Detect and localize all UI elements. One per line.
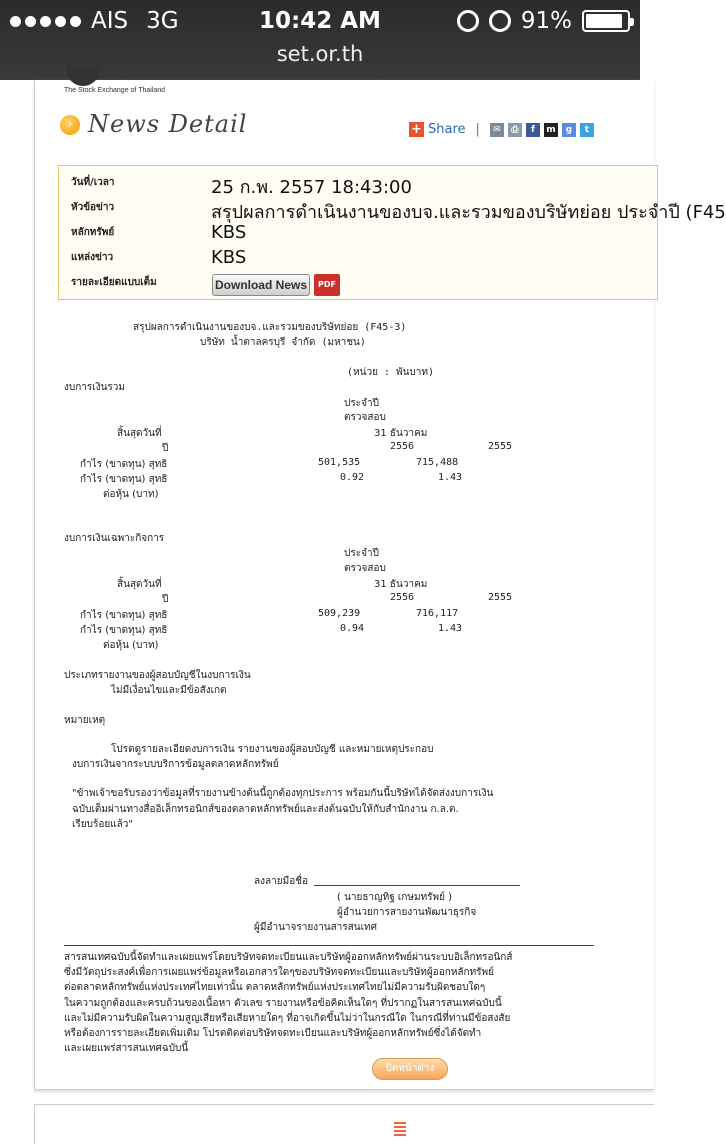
close-window-button[interactable]: ปิดหน้าต่าง: [372, 1058, 448, 1080]
info-label: แหล่งข่าว: [71, 252, 114, 263]
signer-name: ( นายธาญทิฐ เกษมทรัพย์ ): [337, 892, 453, 903]
google-icon[interactable]: g: [562, 123, 576, 137]
per-share-label: ต่อหุ้น (บาท): [103, 640, 159, 651]
clock: 10:42 AM: [259, 8, 381, 34]
unit-label: (หน่วย : พันบาท): [347, 367, 434, 378]
info-label: หัวข้อข่าว: [71, 202, 115, 213]
auditor-type: ประเภทรายงานของผู้สอบบัญชีในงบการเงิน: [64, 670, 251, 681]
divider: |: [475, 122, 480, 137]
row-label: กำไร (ขาดทุน) สุทธิ: [80, 459, 168, 470]
info-value: KBS: [211, 222, 247, 243]
value-cell: 1.43: [438, 623, 463, 634]
disclaimer-line: และไม่มีความรับผิดในความสูญเสียหรือเสียหายใดๆ ที่อาจเกิดขึ้นไม่ว่าในกรณีใด ในกรณีที่ท่านมีข้อสงสัย: [64, 1013, 511, 1024]
year-previous: 2555: [488, 592, 513, 603]
signature-label: ลงลายมือชื่อ: [254, 876, 309, 887]
info-row-source: [59, 247, 659, 272]
download-news-button[interactable]: Download News: [212, 274, 310, 296]
twitter-icon[interactable]: t: [580, 123, 594, 137]
info-row-datetime: [59, 172, 659, 197]
remark-line: โปรดดูรายละเอียดงบการเงิน รายงานของผู้สอบบัญชี และหมายเหตุประกอบ: [111, 744, 434, 755]
email-icon[interactable]: ✉: [490, 123, 504, 137]
plus-icon[interactable]: +: [409, 122, 424, 137]
value-cell: 501,535: [318, 457, 361, 468]
value-cell: 0.94: [340, 623, 365, 634]
period-label: ประจำปี: [344, 548, 379, 559]
info-label: วันที่/เวลา: [71, 177, 115, 188]
disclaimer-line: สารสนเทศฉบับนี้จัดทำและเผยแพร่โดยบริษัทจดทะเบียนและบริษัทผู้ออกหลักทรัพย์ผ่านระบบอิเล็กทรอนิกส์: [64, 952, 513, 963]
address-bar[interactable]: set.or.th: [276, 42, 364, 66]
row-label: กำไร (ขาดทุน) สุทธิ: [80, 610, 168, 621]
audited-label: ตรวจสอบ: [344, 563, 386, 574]
page-title: News Detail: [88, 110, 248, 138]
signature-line: [314, 885, 520, 886]
year-current: 2556: [390, 441, 415, 452]
info-value: สรุปผลการดำเนินงานของบจ.และรวมของบริษัทย่อย ประจำปี (F45: [211, 202, 726, 223]
year-current: 2556: [390, 592, 415, 603]
chevron-right-icon: ›: [60, 115, 80, 135]
print-icon[interactable]: ⎙: [508, 123, 522, 137]
row-label: กำไร (ขาดทุน) สุทธิ: [80, 625, 168, 636]
news-info-box: [58, 165, 726, 300]
battery-percent: 91%: [520, 8, 572, 34]
certification-line: "ข้าพเจ้าขอรับรองว่าข้อมูลที่รายงานข้างต้นนี้ถูกต้องทุกประการ พร้อมกันนี้บริษัทได้จัดส่งงบการเงิน: [72, 788, 494, 799]
report-heading: สรุปผลการดำเนินงานของบจ.และรวมของบริษัทย่อย (F45-3): [133, 322, 407, 333]
status-bar: [0, 6, 640, 36]
certification-line: เรียบร้อยแล้ว": [72, 819, 134, 830]
pdf-icon[interactable]: PDF: [314, 274, 340, 296]
info-row-full-detail: [59, 272, 659, 297]
year-label: ปี: [162, 443, 169, 454]
remark-title: หมายเหตุ: [64, 715, 106, 726]
ended-date: 31 ธันวาคม: [374, 579, 428, 590]
disclaimer-line: ซึ่งมีวัตถุประสงค์เพื่อการเผยแพร่ข้อมูลหรือเอกสารใดๆของบริษัทจดทะเบียนและบริษัทผู้ออกหลักทรัพย์: [64, 967, 495, 978]
ended-label: สิ้นสุดวันที่: [117, 579, 162, 590]
info-value: 25 ก.พ. 2557 18:43:00: [211, 177, 412, 198]
disclaimer-divider: [64, 945, 594, 946]
logo-caption: The Stock Exchange of Thailand: [64, 87, 166, 94]
disclaimer-line: หรือต้องการรายละเอียดเพิ่มเติม โปรดติดต่อบริษัทจดทะเบียนและบริษัทผู้ออกหลักทรัพย์ซึ่งได้จัดทำ: [64, 1028, 482, 1039]
company-name: บริษัท น้ำตาลครบุรี จำกัด (มหาชน): [200, 337, 366, 348]
share-bar: [409, 122, 594, 137]
year-previous: 2555: [488, 441, 513, 452]
myspace-icon[interactable]: m: [544, 123, 558, 137]
facebook-icon[interactable]: f: [526, 123, 540, 137]
value-cell: 1.43: [438, 472, 463, 483]
auditor-opinion: ไม่มีเงื่อนไขและมีข้อสังเกต: [111, 685, 227, 696]
year-label: ปี: [162, 594, 169, 605]
value-cell: 716,117: [416, 608, 459, 619]
section-title: งบการเงินเฉพาะกิจการ: [64, 533, 165, 544]
alarm-icon: [489, 10, 511, 32]
info-row-headline: [59, 197, 726, 223]
value-cell: 715,488: [416, 457, 459, 468]
share-link[interactable]: Share: [428, 122, 466, 137]
signer-title: ผู้อำนวยการสายงานพัฒนาธุรกิจ: [337, 907, 477, 918]
next-window: [34, 1104, 654, 1144]
signer-role: ผู้มีอำนาจรายงานสารสนเทศ: [254, 922, 377, 933]
row-label: กำไร (ขาดทุน) สุทธิ: [80, 474, 168, 485]
info-label: หลักทรัพย์: [71, 227, 115, 238]
certification-line: ฉบับเต็มผ่านทางสื่ออิเล็กทรอนิกส์ของตลาดหลักทรัพย์และส่งต้นฉบับให้กับสำนักงาน ก.ล.ต.: [72, 804, 459, 815]
value-cell: 509,239: [318, 608, 361, 619]
rotation-lock-icon: [457, 10, 479, 32]
value-cell: 0.92: [340, 472, 365, 483]
info-label: รายละเอียดแบบเต็ม: [71, 277, 157, 288]
set-logo-icon: [394, 1122, 406, 1136]
disclaimer-line: และเผยแพร่สารสนเทศฉบับนี้: [64, 1043, 189, 1054]
carrier-label: AIS: [91, 8, 129, 34]
section-title: งบการเงินรวม: [64, 382, 125, 393]
info-row-security: [59, 222, 659, 247]
download-area: [212, 274, 340, 296]
ended-date: 31 ธันวาคม: [374, 428, 428, 439]
disclaimer-line: ในความถูกต้องและครบถ้วนของเนื้อหา ตัวเลข รายงานหรือข้อคิดเห็นใดๆ ที่ปรากฏในสารสนเทศฉบับนี้: [64, 998, 502, 1009]
ended-label: สิ้นสุดวันที่: [117, 428, 162, 439]
network-label: 3G: [146, 8, 179, 34]
per-share-label: ต่อหุ้น (บาท): [103, 489, 159, 500]
battery-icon: [582, 10, 630, 32]
disclaimer-line: ต่อตลาดหลักทรัพย์แห่งประเทศไทยเท่านั้น ตลาดหลักทรัพย์แห่งประเทศไทยไม่มีความรับผิดชอบใดๆ: [64, 982, 486, 993]
period-label: ประจำปี: [344, 398, 379, 409]
audited-label: ตรวจสอบ: [344, 412, 386, 423]
info-value: KBS: [211, 247, 247, 268]
remark-line: งบการเงินจากระบบบริการข้อมูลตลาดหลักทรัพย์: [72, 759, 279, 770]
